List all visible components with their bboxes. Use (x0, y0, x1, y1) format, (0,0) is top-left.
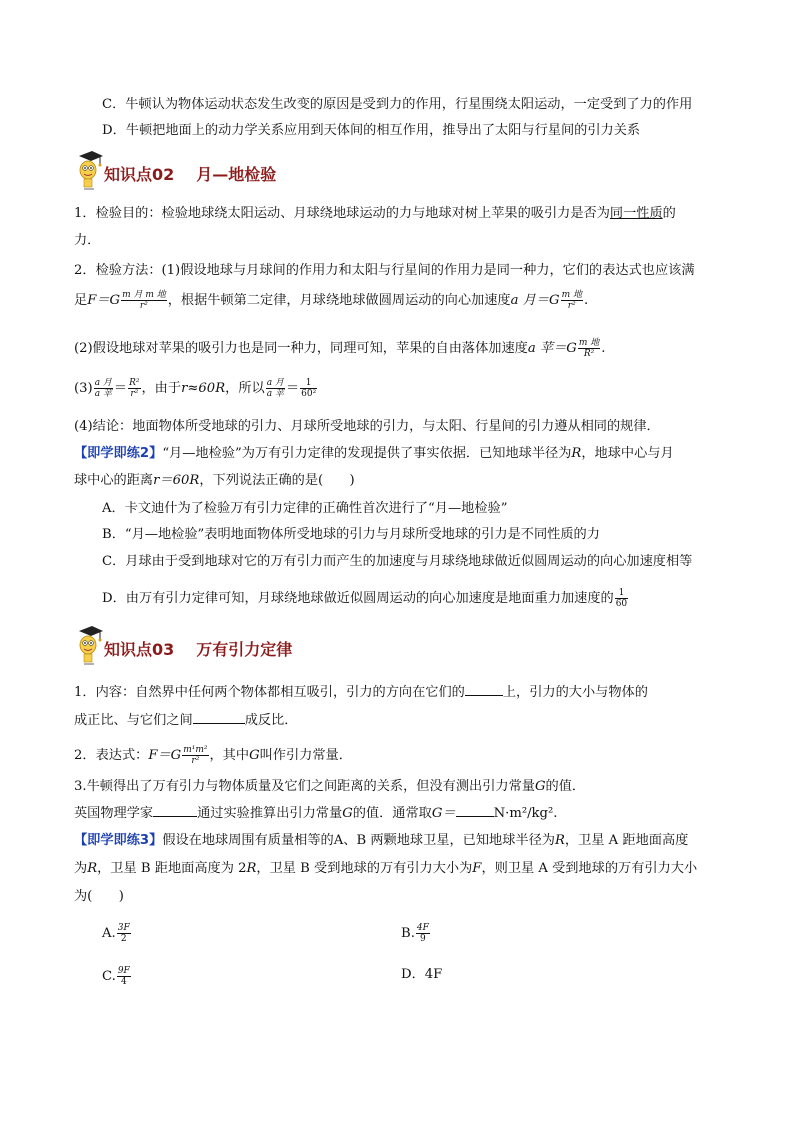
exercise-label: 【即学即练2】 (74, 446, 163, 461)
paragraph-formula: 2．表达式：F＝G $\frac{\text{m¹m²}}{\text{r²}}$ ，其中G叫作引力常量． (74, 745, 352, 766)
exercise-label: 【即学即练3】 (74, 833, 163, 848)
option-c-prev: C．牛顿认为物体运动状态发生改变的原因是受到力的作用，行星围绕太阳运动，一定受到了力的作用 (102, 97, 693, 112)
scholar-mascot-icon (74, 150, 104, 190)
option-d: D．由万有引力定律可知，月球绕地球做近似圆周运动的向心加速度是地面重力加速度的 $\frac{1}{60}$ (102, 588, 628, 609)
section-title: 万有引力定律 (196, 640, 293, 659)
section-label: 知识点03 (104, 640, 175, 659)
paragraph: 1．检验目的：检验地球绕太阳运动、月球绕地球运动的力与地球对树上苹果的吸引力是否为同一性质的 (74, 206, 676, 221)
paragraph-formula: (2)假设地球对苹果的吸引力也是同一种力，同理可知，苹果的自由落体加速度a 苹＝G $\frac{\text{m 地}}{\text{R²}}$ . (74, 338, 606, 359)
paragraph-formula: (3) $\frac{\text{a 月}}{\text{a 苹}}$ ＝ $\frac{\text{R²}}{\text{r²}}$ ，由于r≈60R，所以 $\frac{\text{a 月}}{\text{a 苹}}$ ＝ $\frac{1}{\text{60²}}$ (74, 378, 317, 399)
paragraph-formula: 足F＝G $\frac{\text{m 月 m 地}}{\text{r²}}$ ，根据牛顿第二定律，月球绕地球做圆周运动的向心加速度a 月＝G $\frac{\text{m 地}}{\text{r²}}$ . (74, 290, 589, 311)
paragraph: 3.牛顿得出了万有引力与物体质量及它们之间距离的关系，但没有测出引力常量G的值． (74, 779, 586, 794)
paragraph: 成正比、与它们之间 成反比． (74, 713, 298, 728)
paragraph: 2．检验方法：(1)假设地球与月球间的作用力和太阳与行星间的作用力是同一种力，它们的表达式也应该满 (74, 263, 695, 278)
paragraph: 力． (74, 233, 101, 248)
option-c: C．月球由于受到地球对它的万有引力而产生的加速度与月球绕地球做近似圆周运动的向心加速度相等 (102, 554, 693, 569)
paragraph: 英国物理学家 通过实验推算出引力常量G的值．通常取G＝ N·m²/kg². (74, 806, 558, 821)
exercise-3-stem-end: 为( ) (74, 889, 124, 904)
option-d-prev: D．牛顿把地面上的动力学关系应用到天体间的相互作用，推导出了太阳与行星间的引力关系 (102, 123, 641, 138)
paragraph: 1．内容：自然界中任何两个物体都相互吸引，引力的方向在它们的 上，引力的大小与物体的 (74, 685, 648, 700)
option-a: A．卡文迪什为了检验万有引力定律的正确性首次进行了“月—地检验” (102, 501, 508, 516)
paragraph: (4)结论：地面物体所受地球的引力、月球所受地球的引力，与太阳、行星间的引力遵从相同的规律． (74, 419, 660, 434)
exercise-2-stem-cont: 球中心的距离r＝60R，下列说法正确的是( ) (74, 473, 355, 488)
scholar-mascot-icon (74, 625, 104, 665)
exercise-2-stem: 【即学即练2】“月—地检验”为万有引力定律的发现提供了事实依据．已知地球半径为R，地球中心与月 (74, 446, 674, 461)
option-d: D．4F (401, 967, 443, 982)
section-label: 知识点02 (104, 165, 175, 184)
option-b: B．“月—地检验”表明地面物体所受地球的引力与月球所受地球的引力是不同性质的力 (102, 527, 600, 542)
exercise-3-stem-cont: 为R，卫星 B 距地面高度为 2R，卫星 B 受到地球的万有引力大小为F，则卫星 A 受到地球的万有引力大小 (74, 861, 698, 876)
option-a: A. $\frac{3F}{2}$ (102, 923, 130, 944)
option-b: B. $\frac{4F}{9}$ (401, 923, 429, 944)
section-title: 月—地检验 (196, 165, 277, 184)
option-c: C. $\frac{9F}{4}$ (102, 966, 130, 987)
exercise-3-stem: 【即学即练3】假设在地球周围有质量相等的A、B 两颗地球卫星，已知地球半径为R，卫星 A 距地面高度 (74, 833, 689, 848)
